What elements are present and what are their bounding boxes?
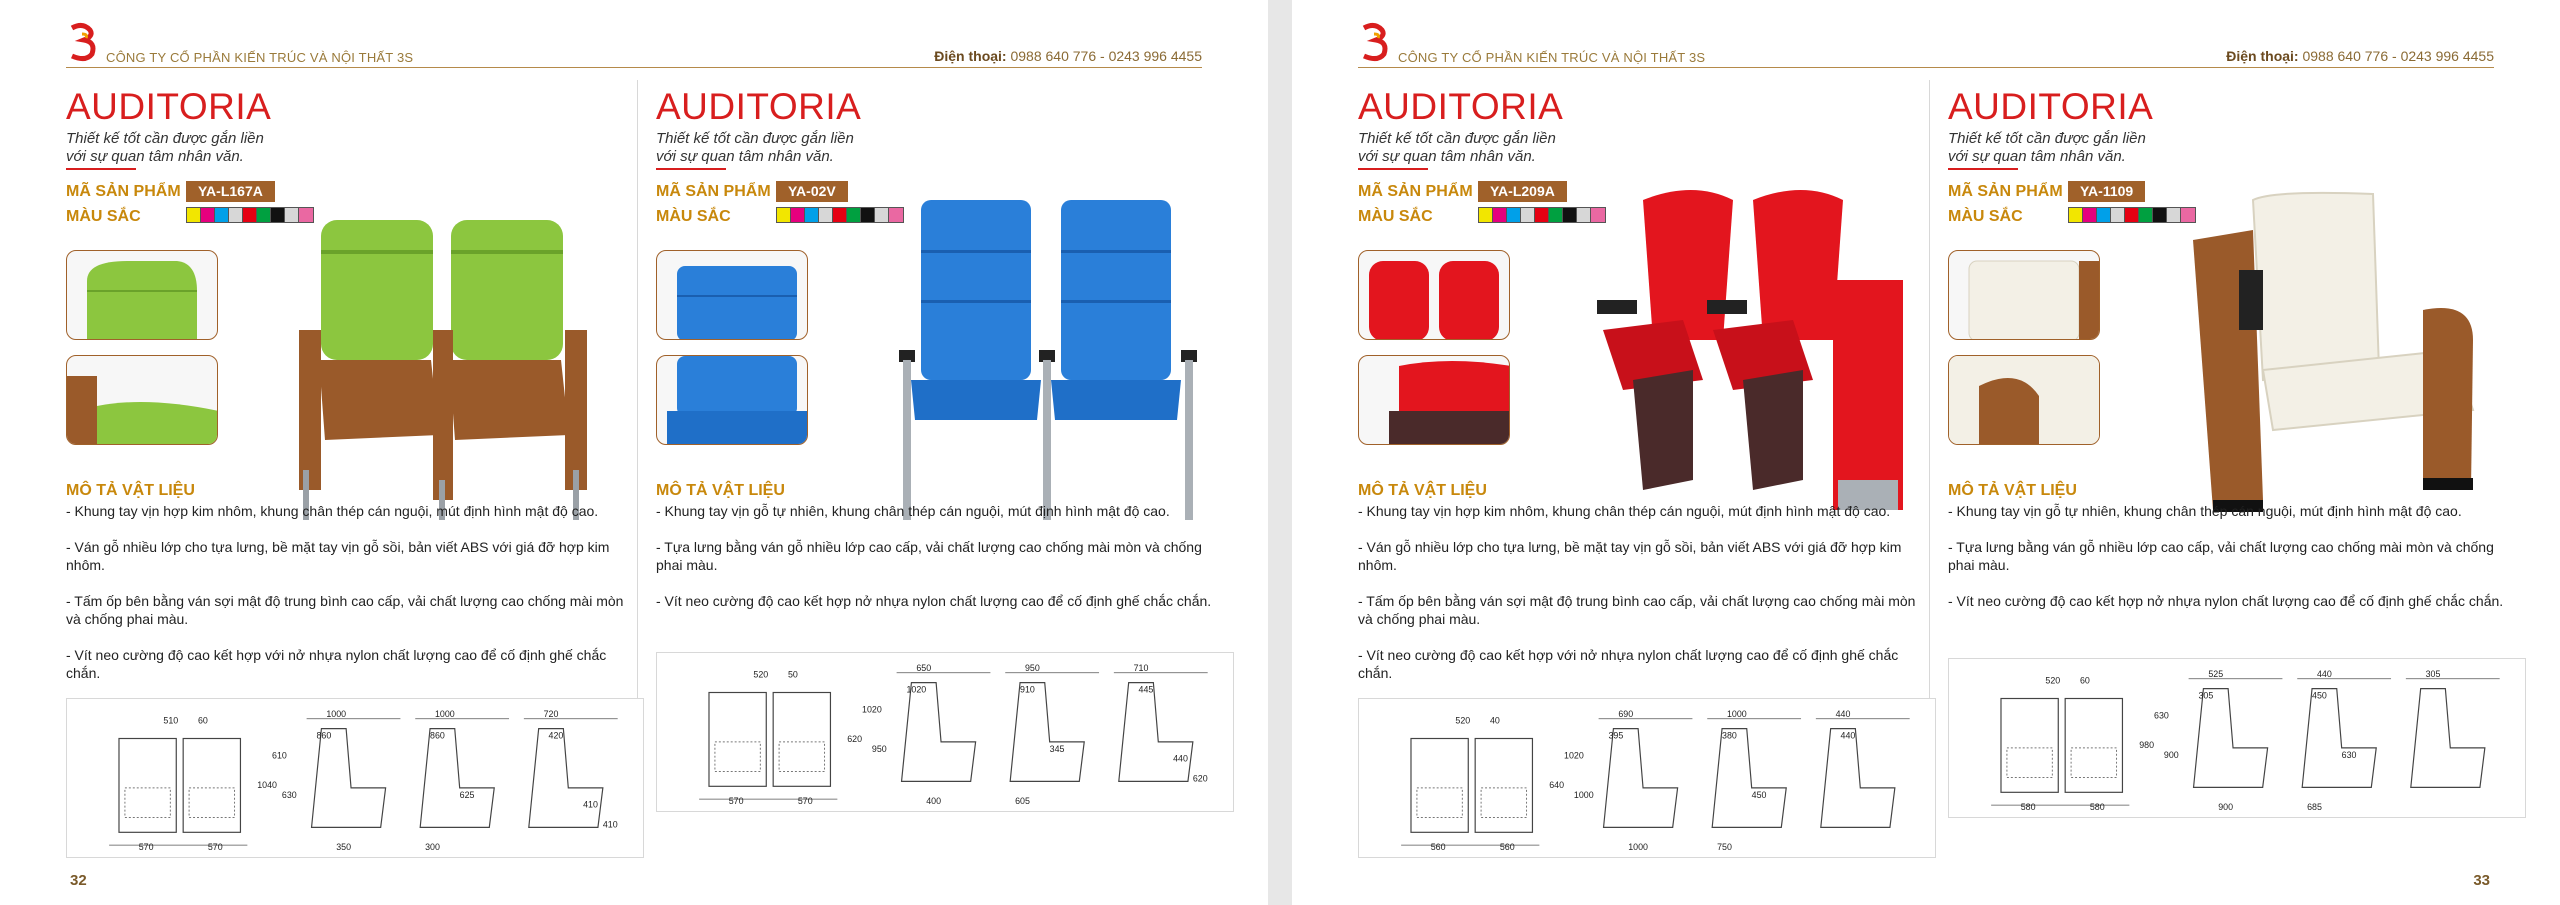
dimension-label: 50: [787, 669, 798, 680]
title-underline: [656, 168, 726, 170]
drawing-front-seat: [709, 693, 766, 787]
material-line: - Khung tay vịn gỗ tự nhiên, khung chân thép cán nguội, mút định hình mật độ cao.: [1948, 503, 2462, 519]
dimension-label: 305: [2198, 690, 2214, 701]
chair-single: [2193, 193, 2473, 512]
color-swatch: [2097, 208, 2111, 222]
color-swatch: [2153, 208, 2167, 222]
drawing-front-seat: [2001, 699, 2058, 793]
dimension-label: 950: [871, 743, 887, 754]
materials-heading: MÔ TẢ VẬT LIỆU: [66, 482, 195, 499]
dimension-label: 560: [1430, 842, 1446, 853]
dimension-label: 625: [459, 789, 475, 800]
phone-info: [934, 48, 1202, 64]
material-line: - Khung tay vịn gỗ tự nhiên, khung chân thép cán nguội, mút định hình mật độ cao.: [656, 503, 1170, 519]
dimension-label: 620: [847, 733, 863, 744]
material-line: - Tấm ốp bên bằng ván sợi mật độ trung bình cao cấp, vải chất lượng cao chống mài mòn và chống phai màu.: [1358, 593, 1916, 627]
dimension-label: 750: [1717, 842, 1732, 853]
page-number: 32: [70, 872, 87, 889]
material-line: - Vít neo cường độ cao kết hợp nở nhựa nylon chất lượng cao để cố định ghế chắc chắn.: [1948, 593, 2504, 609]
product-slogan: Thiết kế tốt cần được gắn liền với sự quan tâm nhân văn.: [66, 130, 264, 165]
color-label: MÀU SẮC: [66, 208, 141, 225]
color-swatch: [1493, 208, 1507, 222]
color-label: MÀU SẮC: [656, 208, 731, 225]
color-swatch: [215, 208, 229, 222]
product-slogan: Thiết kế tốt cần được gắn liền với sự quan tâm nhân văn.: [1358, 130, 1556, 165]
color-swatch: [1549, 208, 1563, 222]
dimension-label: 1020: [862, 704, 882, 715]
material-line: - Ván gỗ nhiều lớp cho tựa lưng, bề mặt tay vịn gỗ sồi, bản viết ABS với giá đỡ hợp kim nhôm.: [1358, 539, 1902, 573]
drawing-side-view: [2411, 689, 2485, 788]
materials-description: [66, 502, 626, 700]
materials-heading: MÔ TẢ VẬT LIỆU: [1948, 482, 2077, 499]
color-swatch: [777, 208, 791, 222]
dimension-label: 630: [281, 789, 297, 800]
dimension-label: 640: [1549, 779, 1565, 790]
title-underline: [1948, 168, 2018, 170]
product-code-label: MÃ SẢN PHẨM: [66, 183, 181, 200]
color-swatch: [1535, 208, 1549, 222]
chair-left: [899, 200, 1041, 520]
phone-info: [2226, 48, 2494, 64]
dimension-label: 410: [602, 819, 618, 830]
materials-heading: MÔ TẢ VẬT LIỆU: [1358, 482, 1487, 499]
drawing-front-seat: [2065, 699, 2122, 793]
drawing-side-view: [2194, 689, 2268, 788]
dimension-label: 520: [1455, 715, 1471, 726]
dimension-label: 900: [2163, 749, 2179, 760]
chair-right: [433, 220, 587, 520]
product-title: AUDITORIA: [656, 86, 862, 127]
dimension-label: 60: [2079, 675, 2090, 686]
color-label: MÀU SẮC: [1948, 208, 2023, 225]
color-swatch: [2139, 208, 2153, 222]
chair-left: [299, 220, 439, 520]
detail-thumbnail-back: [1948, 250, 2100, 340]
color-swatch: [2083, 208, 2097, 222]
color-swatch: [1479, 208, 1493, 222]
dimension-label: 860: [430, 730, 445, 741]
dimension-label: 950: [1024, 662, 1040, 673]
chair-right: [1707, 190, 1903, 510]
dimension-label: 1000: [1726, 708, 1747, 719]
dimension-label: 1000: [1573, 789, 1594, 800]
color-swatch: [791, 208, 805, 222]
dimension-label: 560: [1499, 842, 1515, 853]
dimension-label: 570: [728, 796, 744, 807]
dimension-label: 345: [1049, 743, 1065, 754]
dimension-label: 710: [1133, 662, 1149, 673]
color-swatch: [271, 208, 285, 222]
product-code-label: MÃ SẢN PHẨM: [656, 183, 771, 200]
color-swatch: [819, 208, 833, 222]
product-card-4: [1948, 80, 2528, 860]
product-code: YA-02V: [776, 181, 848, 202]
dimension-label: 450: [2312, 690, 2327, 701]
dimension-label: 1020: [906, 684, 927, 695]
dimension-label: 1000: [434, 708, 455, 719]
product-photo: [2173, 180, 2513, 520]
product-code: YA-L167A: [186, 181, 275, 202]
dimension-label: 525: [2208, 668, 2224, 679]
dimension-label: 440: [1840, 730, 1856, 741]
detail-thumbnail-seat: [1358, 355, 1510, 445]
detail-thumbnail-back: [66, 250, 218, 340]
dimension-label: 630: [2341, 749, 2357, 760]
product-photo: [881, 180, 1221, 520]
dimension-label: 440: [2316, 668, 2332, 679]
dimension-label: 580: [2089, 802, 2105, 813]
company-logo: [1358, 22, 1392, 62]
dimension-label: 630: [2154, 710, 2169, 721]
materials-description: [1948, 502, 2508, 628]
dimension-label: 450: [1751, 789, 1767, 800]
material-line: - Khung tay vịn hợp kim nhôm, khung chân thép cán nguội, mút định hình mật độ cao.: [66, 503, 599, 519]
dimension-label: 690: [1618, 708, 1634, 719]
material-line: - Tựa lưng bằng ván gỗ nhiều lớp cao cấp, vải chất lượng cao chống mài mòn và chống phai màu.: [1948, 539, 2494, 573]
product-title: AUDITORIA: [1948, 86, 2154, 127]
dimension-label: 900: [2218, 802, 2234, 813]
dimension-label: 1000: [1628, 842, 1648, 853]
detail-thumbnail-seat: [656, 355, 808, 445]
color-swatch: [1507, 208, 1521, 222]
page-header: [1358, 22, 2494, 68]
technical-drawing: [1948, 658, 2526, 818]
dimension-label: 60: [197, 715, 208, 726]
material-line: - Khung tay vịn hợp kim nhôm, khung chân thép cán nguội, mút định hình mật độ cao.: [1358, 503, 1891, 519]
dimension-label: 570: [138, 842, 154, 853]
phone-label: Điện thoại:: [2226, 48, 2299, 64]
dimension-label: 620: [1192, 773, 1208, 784]
drawing-side-view: [2302, 689, 2376, 788]
dimension-label: 440: [1835, 708, 1851, 719]
material-line: - Vít neo cường độ cao kết hợp với nở nhựa nylon chất lượng cao để cố định ghế chắc chắn.: [1358, 647, 1899, 681]
color-label: MÀU SẮC: [1358, 208, 1433, 225]
detail-thumbnail-seat: [1948, 355, 2100, 445]
detail-thumbnail-seat: [66, 355, 218, 445]
chair-left: [1597, 190, 1733, 490]
drawing-side-view: [420, 729, 494, 828]
dimension-label: 980: [2139, 739, 2155, 750]
title-underline: [1358, 168, 1428, 170]
color-swatch: [243, 208, 257, 222]
technical-drawing: [1358, 698, 1936, 858]
drawing-front-seat: [119, 739, 176, 833]
dimension-label: 520: [2045, 675, 2061, 686]
material-line: - Tấm ốp bên bằng ván sợi mật độ trung bình cao cấp, vải chất lượng cao chống mài mòn và chống phai màu.: [66, 593, 624, 627]
material-line: - Vít neo cường độ cao kết hợp nở nhựa nylon chất lượng cao để cố định ghế chắc chắn.: [656, 593, 1212, 609]
color-swatch: [861, 208, 875, 222]
dimension-label: 1040: [257, 779, 277, 790]
materials-description: [1358, 502, 1918, 700]
color-swatch: [805, 208, 819, 222]
technical-drawing: [656, 652, 1234, 812]
material-line: - Vít neo cường độ cao kết hợp với nở nhựa nylon chất lượng cao để cố định ghế chắc chắn.: [66, 647, 607, 681]
page-number: 33: [2473, 872, 2490, 889]
drawing-side-view: [1821, 729, 1895, 828]
product-slogan: Thiết kế tốt cần được gắn liền với sự quan tâm nhân văn.: [1948, 130, 2146, 165]
dimension-label: 580: [2020, 802, 2036, 813]
material-line: - Tựa lưng bằng ván gỗ nhiều lớp cao cấp, vải chất lượng cao chống mài mòn và chống phai màu.: [656, 539, 1202, 573]
drawing-side-view: [312, 729, 386, 828]
detail-thumbnail-back: [656, 250, 808, 340]
technical-drawing: [66, 698, 644, 858]
color-swatch: [847, 208, 861, 222]
company-logo: [66, 22, 100, 62]
dimension-label: 400: [926, 796, 942, 807]
product-slogan: Thiết kế tốt cần được gắn liền với sự quan tâm nhân văn.: [656, 130, 854, 165]
materials-description: [656, 502, 1216, 628]
drawing-front-seat: [773, 693, 830, 787]
company-name: CÔNG TY CỔ PHẦN KIẾN TRÚC VÀ NỘI THẤT 3S: [106, 50, 414, 65]
dimension-label: 410: [583, 799, 598, 810]
dimension-label: 860: [316, 730, 332, 741]
color-swatch: [2111, 208, 2125, 222]
dimension-label: 510: [163, 715, 179, 726]
drawing-side-view: [1604, 729, 1678, 828]
material-line: - Ván gỗ nhiều lớp cho tựa lưng, bề mặt tay vịn gỗ sồi, bản viết ABS với giá đỡ hợp kim nhôm.: [66, 539, 610, 573]
dimension-label: 605: [1015, 796, 1030, 807]
color-swatch: [1521, 208, 1535, 222]
dimension-label: 380: [1722, 730, 1737, 741]
dimension-label: 305: [2425, 668, 2441, 679]
dimension-label: 520: [753, 669, 769, 680]
dimension-label: 395: [1608, 730, 1624, 741]
dimension-label: 1020: [1564, 750, 1584, 761]
color-swatch: [2125, 208, 2139, 222]
product-code: YA-L209A: [1478, 181, 1567, 202]
color-swatch: [833, 208, 847, 222]
phone-numbers: 0988 640 776 - 0243 996 4455: [1010, 48, 1202, 64]
phone-numbers: 0988 640 776 - 0243 996 4455: [2302, 48, 2494, 64]
title-underline: [66, 168, 136, 170]
chair-right: [1039, 200, 1197, 520]
dimension-label: 420: [548, 730, 564, 741]
materials-heading: MÔ TẢ VẬT LIỆU: [656, 482, 785, 499]
drawing-front-seat: [1411, 739, 1468, 833]
product-code: YA-1109: [2068, 181, 2145, 202]
color-swatch: [187, 208, 201, 222]
dimension-label: 350: [336, 842, 352, 853]
product-title: AUDITORIA: [1358, 86, 1564, 127]
company-name: CÔNG TY CỔ PHẦN KIẾN TRÚC VÀ NỘI THẤT 3S: [1398, 50, 1706, 65]
dimension-label: 720: [543, 708, 559, 719]
dimension-label: 650: [916, 662, 932, 673]
drawing-side-view: [1119, 683, 1193, 782]
color-swatch: [229, 208, 243, 222]
page-header: [66, 22, 1202, 68]
product-photo: [1583, 180, 1923, 520]
dimension-label: 685: [2307, 802, 2322, 813]
drawing-side-view: [1010, 683, 1084, 782]
drawing-side-view: [529, 729, 603, 828]
color-swatch: [201, 208, 215, 222]
phone-label: Điện thoại:: [934, 48, 1007, 64]
product-card-3: [1358, 80, 1938, 860]
dimension-label: 570: [797, 796, 813, 807]
drawing-side-view: [902, 683, 976, 782]
product-code-label: MÃ SẢN PHẨM: [1948, 183, 2063, 200]
dimension-label: 1000: [326, 708, 347, 719]
dimension-label: 440: [1173, 753, 1188, 764]
dimension-label: 445: [1138, 684, 1154, 695]
drawing-front-seat: [183, 739, 240, 833]
right-page: [1292, 0, 2560, 905]
left-page: [0, 0, 1268, 905]
dimension-label: 300: [425, 842, 440, 853]
color-swatch: [1563, 208, 1577, 222]
product-code-label: MÃ SẢN PHẨM: [1358, 183, 1473, 200]
color-swatch: [257, 208, 271, 222]
detail-thumbnail-back: [1358, 250, 1510, 340]
product-title: AUDITORIA: [66, 86, 272, 127]
drawing-front-seat: [1475, 739, 1532, 833]
drawing-side-view: [1712, 729, 1786, 828]
dimension-label: 40: [1489, 715, 1500, 726]
product-card-1: [66, 80, 646, 860]
dimension-label: 570: [207, 842, 223, 853]
dimension-label: 610: [272, 750, 287, 761]
product-photo: [291, 180, 631, 520]
product-card-2: [656, 80, 1236, 860]
color-swatch: [2069, 208, 2083, 222]
dimension-label: 910: [1020, 684, 1035, 695]
